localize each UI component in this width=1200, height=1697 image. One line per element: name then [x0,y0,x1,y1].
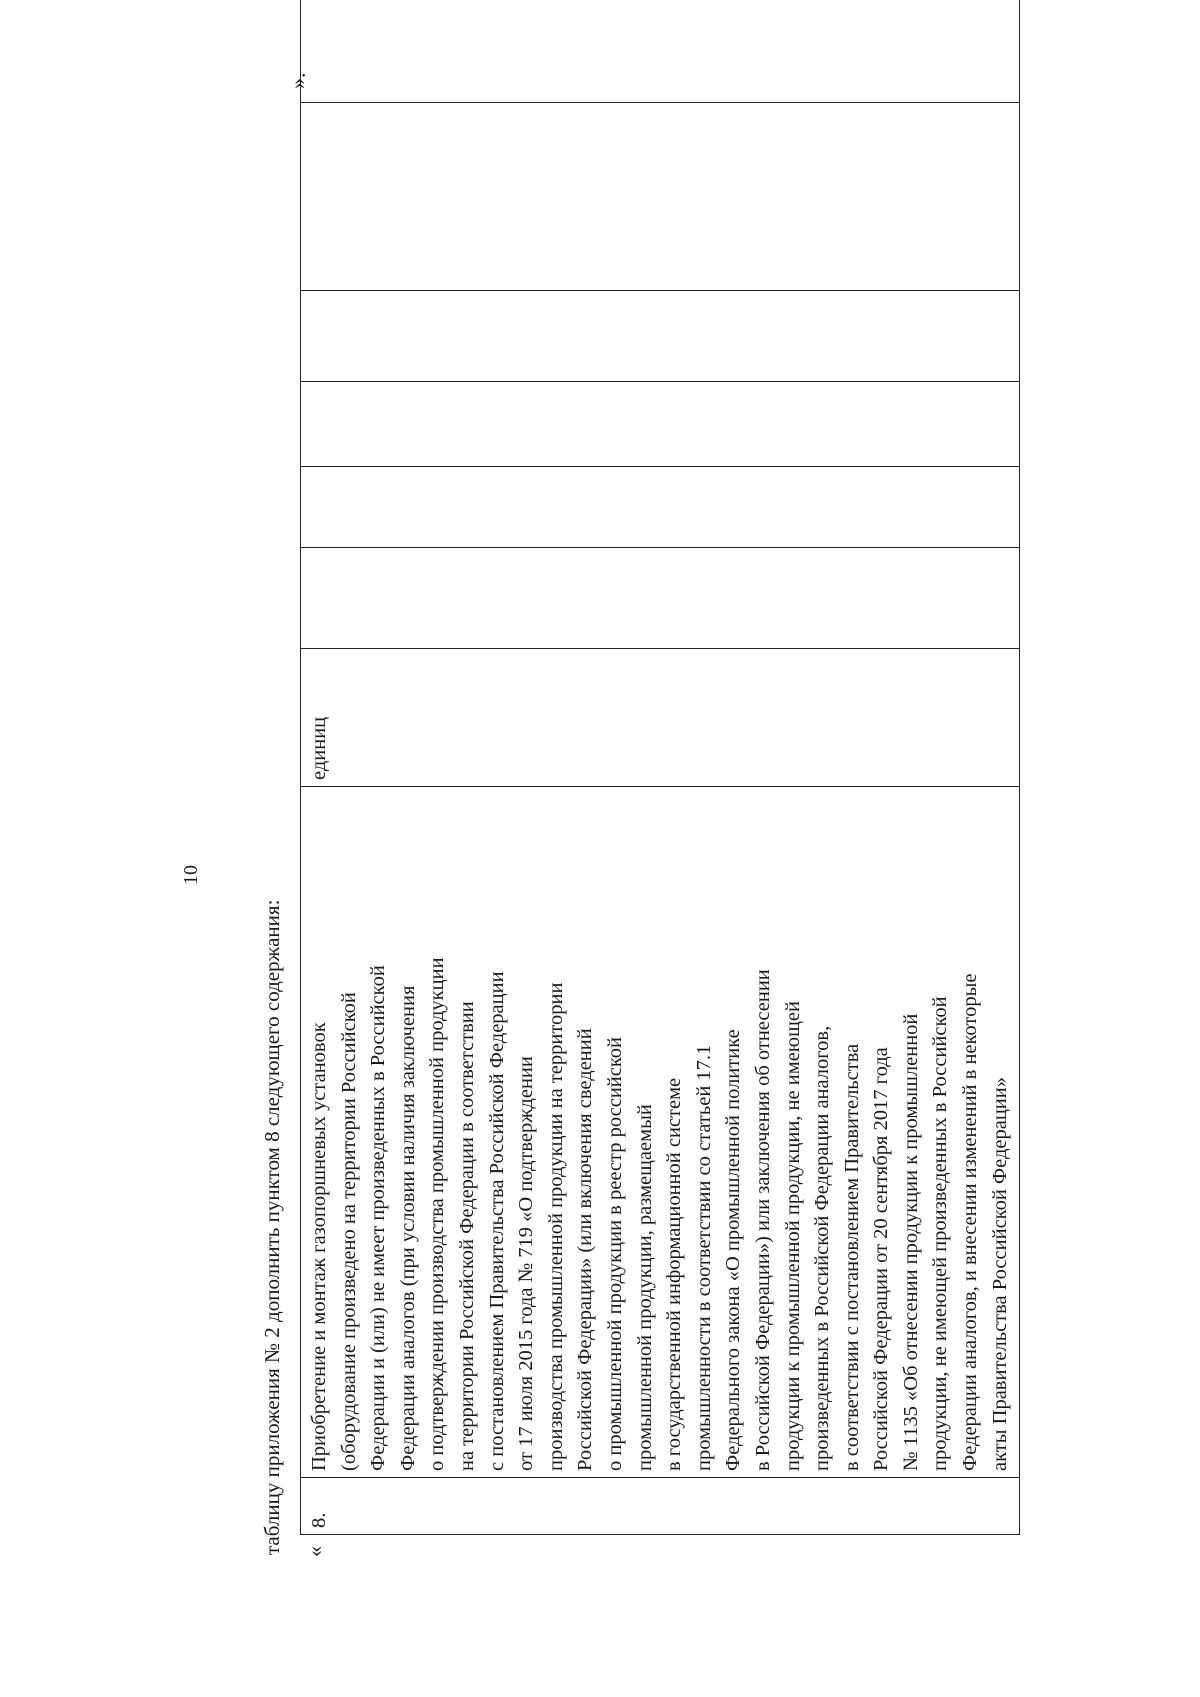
table-row [301,0,1020,1535]
description-line: в соответствии с постановлением Правительства [840,1043,863,1471]
description-line: Федерального закона «О промышленной политике [722,1029,745,1471]
description-line: Федерации аналогов (при условии наличия заключения [396,985,419,1471]
description-line: акты Правительства Российской Федерации» [988,1077,1011,1471]
empty-cell [301,467,1020,548]
row-number: 8. [308,1512,330,1528]
description-line: Приобретение и монтаж газопоршневых установок [308,1022,330,1471]
row-description-cell [301,787,1020,1478]
description-line: промышленной продукции, размещаемый [633,1104,656,1471]
description-line: продукции, не имеющей произведенных в Российской [929,996,952,1471]
rotated-document-page [180,72,1020,1557]
description-line: Российской Федерации от 20 сентября 2017 года [870,1047,893,1471]
description-line: на территории Российской Федерации в соответствии [455,1001,478,1471]
row-number-cell [301,1478,1020,1535]
row-unit-cell [301,649,1020,787]
empty-cell [301,382,1020,467]
appendix-table [300,0,1020,1535]
description-line: о промышленной продукции в реестр российской [603,1037,626,1471]
description-line: в Российской Федерации») или заключения об отнесении [751,969,774,1471]
opening-quote-mark: « [302,1546,327,1557]
description-line: продукции к промышленной продукции, не имеющей [781,1001,804,1471]
description-line: с постановлением Правительства Российской Федерации [485,971,508,1471]
description-line: в государственной информационной системе [663,1077,686,1471]
empty-cell [301,548,1020,649]
description-line: Федерации аналогов, и внесении изменений в некоторые [959,973,982,1471]
description-line: Российской Федерации» (или включения сведений [574,1028,597,1471]
empty-cell [301,291,1020,382]
empty-cell [301,103,1020,291]
empty-cell [301,0,1020,103]
description-line: (оборудование произведено на территории Российской [337,992,360,1471]
description-line: производства промышленной продукции на территории [544,982,567,1471]
description-line: о подтверждении производства промышленной продукции [426,957,449,1471]
page-number: 10 [180,865,202,885]
description-line: от 17 июля 2015 года № 719 «О подтверждении [515,1056,538,1471]
description-line: произведенных в Российской Федерации аналогов, [811,1025,834,1471]
row-unit: единиц [308,716,330,780]
closing-quote-mark: ». [285,72,310,89]
description-line: Федерации и (или) не имеет произведенных в Российской [367,965,390,1471]
description-line: промышленности в соответствии со статьей 17.1 [692,1044,715,1471]
intro-paragraph: таблицу приложения № 2 дополнить пунктом 8 следующего содержания: [260,899,284,1555]
description-line: № 1135 «Об отнесении продукции к промышленной [899,1013,922,1471]
